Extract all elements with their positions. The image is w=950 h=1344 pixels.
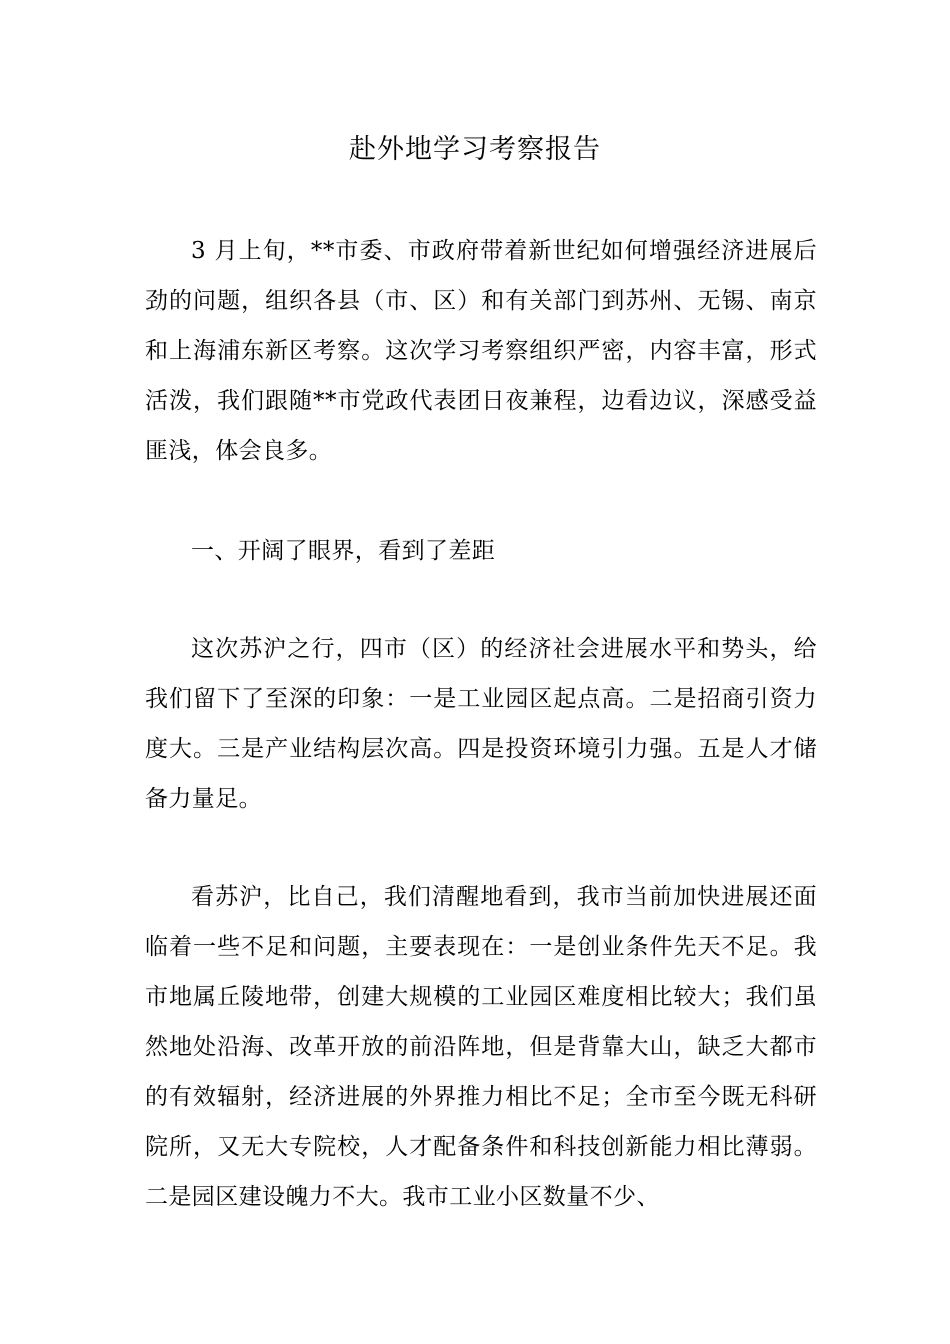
paragraph-impressions: 这次苏沪之行，四市（区）的经济社会进展水平和势头，给我们留下了至深的印象：一是工业园区起点高。二是招商引资力度大。三是产业结构层次高。四是投资环境引力强。五是人才储备力量足。 (145, 636, 817, 812)
paragraph-intro: 3 月上旬，**市委、市政府带着新世纪如何增强经济进展后劲的问题，组织各县（市、区）和有关部门到苏州、无锡、南京和上海浦东新区考察。这次学习考察组织严密，内容丰富，形式活泼，我们跟随**市党政代表团日夜兼程，边看边议，深感受益匪浅，体会良多。 (145, 238, 817, 464)
document-title: 赴外地学习考察报告 (349, 134, 601, 165)
paragraph-shortcomings: 看苏沪，比自己，我们清醒地看到，我市当前加快进展还面临着一些不足和问题，主要表现在：一是创业条件先天不足。我市地属丘陵地带，创建大规模的工业园区难度相比较大；我们虽然地处沿海、改革开放的前沿阵地，但是背靠大山，缺乏大都市的有效辐射，经济进展的外界推力相比不足；全市至今既无科研院所，又无大专院校，人才配备条件和科技创新能力相比薄弱。二是园区建设魄力不大。我市工业小区数量不少、 (145, 884, 817, 1210)
section-heading-1: 一、开阔了眼界，看到了差距 (191, 538, 496, 564)
